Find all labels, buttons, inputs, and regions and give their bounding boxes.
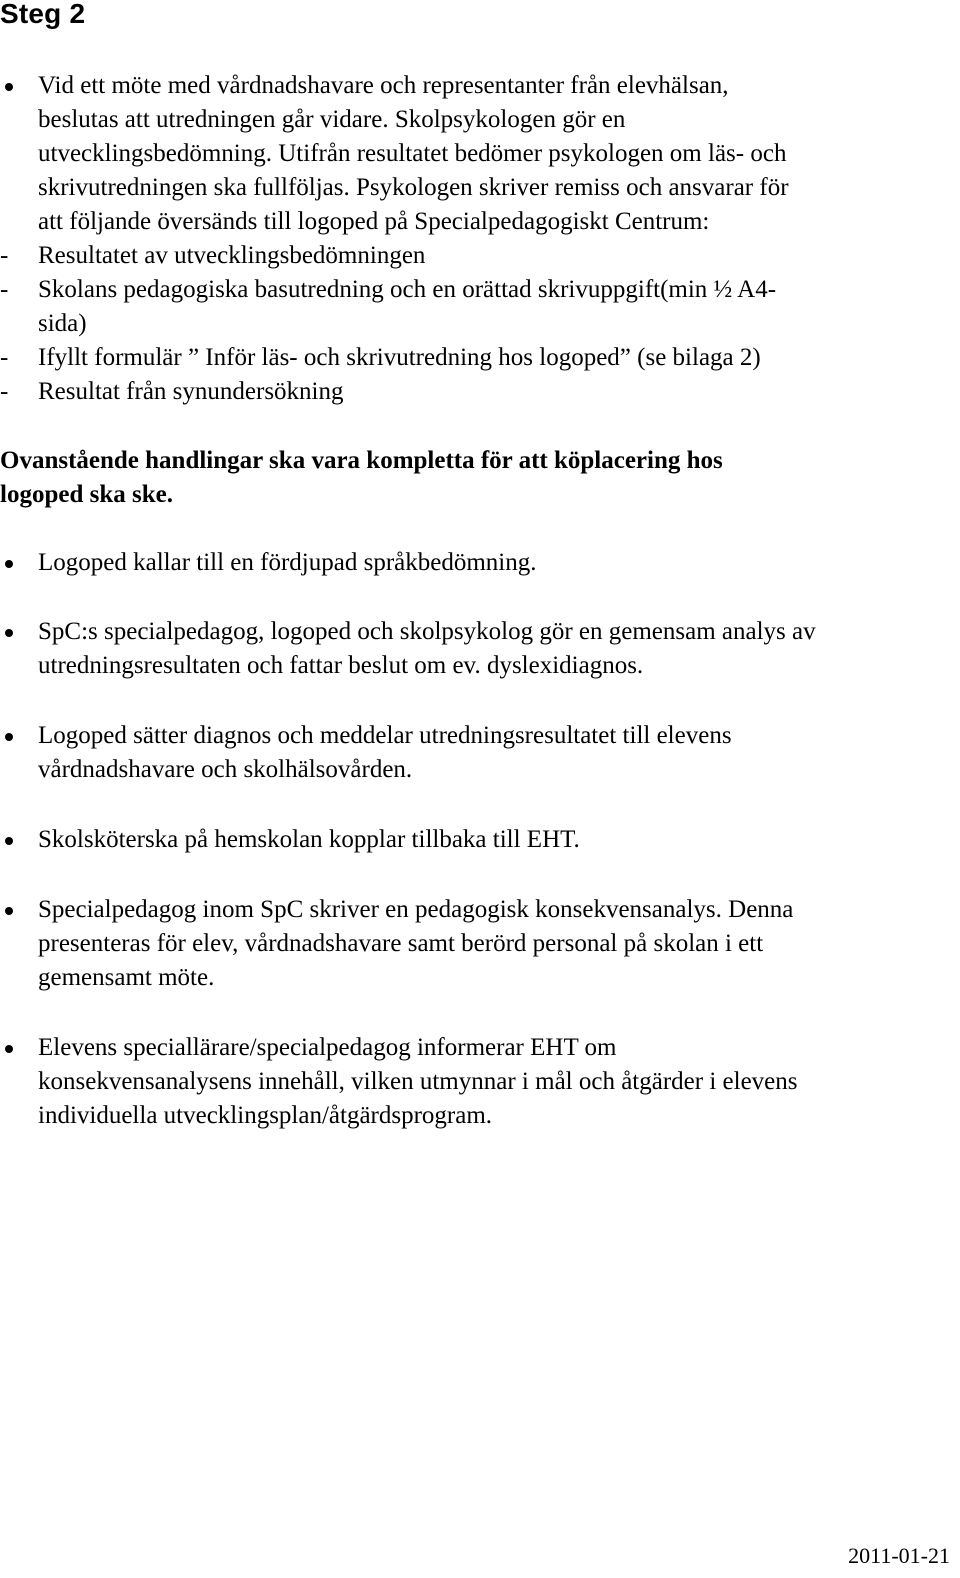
bullet-item-2 (0, 615, 960, 683)
dash-item-text: Resultat från synundersökning (38, 378, 344, 405)
bullet-icon (5, 629, 13, 637)
list-item (0, 823, 960, 857)
paragraph-line: utvecklingsbedömning. Utifrån resultatet bedömer psykologen om läs- och (38, 140, 787, 167)
paragraph-line: Elevens speciallärare/specialpedagog informerar EHT om (38, 1034, 617, 1061)
footer-date: 2011-01-21 (848, 1543, 950, 1568)
bullet-item-4 (0, 823, 960, 857)
list-item (0, 615, 960, 683)
bullet-item-1 (0, 546, 960, 580)
paragraph-line: vårdnadshavare och skolhälsovården. (38, 756, 413, 783)
dash-list (0, 239, 960, 409)
list-item (0, 719, 960, 787)
paragraph-line: gemensamt möte. (38, 964, 215, 991)
paragraph-line: Specialpedagog inom SpC skriver en pedagogisk konsekvensanalys. Denna (38, 896, 794, 923)
dash-item-text: Skolans pedagogiska basutredning och en orättad skrivuppgift(min ½ A4- (38, 276, 777, 303)
paragraph-line: individuella utvecklingsplan/åtgärdsprogram. (38, 1102, 493, 1129)
bullet-icon (5, 83, 13, 91)
bullet-item-6 (0, 1031, 960, 1133)
bullet-item-3 (0, 719, 960, 787)
dash-item-text: Ifyllt formulär ” Inför läs- och skrivutredning hos logoped” (se bilaga 2) (38, 344, 761, 371)
first-bullet-block (0, 69, 960, 409)
dash-marker: - (0, 344, 9, 371)
dash-item (0, 341, 960, 375)
bullet-item-5 (0, 893, 960, 995)
paragraph-line: utredningsresultaten och fattar beslut om ev. dyslexidiagnos. (38, 652, 644, 679)
list-item (0, 546, 960, 580)
notice-line: Ovanstående handlingar ska vara kompletta för att köplacering hos (0, 447, 723, 474)
paragraph-line: SpC:s specialpedagog, logoped och skolpsykolog gör en gemensam analys av (38, 618, 816, 645)
bullet-icon (5, 837, 13, 845)
dash-item (0, 273, 960, 307)
paragraph-line: Logoped sätter diagnos och meddelar utredningsresultatet till elevens (38, 722, 732, 749)
page-heading: Steg 2 (0, 0, 86, 29)
paragraph-line: att följande översänds till logoped på Specialpedagogiskt Centrum: (38, 208, 710, 235)
dash-marker: - (0, 378, 9, 405)
bullet-icon (5, 560, 13, 568)
bullet-icon (5, 1045, 13, 1053)
notice-paragraph (0, 444, 960, 512)
paragraph-line: Logoped kallar till en fördjupad språkbedömning. (38, 549, 537, 576)
list-item (0, 1031, 960, 1133)
dash-item-continuation: sida) (38, 310, 87, 337)
paragraph-line: presenteras för elev, vårdnadshavare samt berörd personal på skolan i ett (38, 930, 764, 957)
bullet-icon (5, 733, 13, 741)
bullet-icon (5, 907, 13, 915)
paragraph-line: beslutas att utredningen går vidare. Skolpsykologen gör en (38, 106, 626, 133)
paragraph-line: Vid ett möte med vårdnadshavare och representanter från elevhälsan, (38, 72, 729, 99)
dash-marker: - (0, 276, 9, 303)
paragraph-line: skrivutredningen ska fullföljas. Psykologen skriver remiss och ansvarar för (38, 174, 789, 201)
dash-marker: - (0, 242, 9, 269)
dash-item-text: Resultatet av utvecklingsbedömningen (38, 242, 426, 269)
list-item (0, 69, 960, 239)
dash-item (0, 375, 960, 409)
list-item (0, 893, 960, 995)
paragraph-line: konsekvensanalysens innehåll, vilken utmynnar i mål och åtgärder i elevens (38, 1068, 798, 1095)
dash-item (0, 239, 960, 273)
notice-line: logoped ska ske. (0, 481, 173, 508)
paragraph-line: Skolsköterska på hemskolan kopplar tillbaka till EHT. (38, 826, 580, 853)
